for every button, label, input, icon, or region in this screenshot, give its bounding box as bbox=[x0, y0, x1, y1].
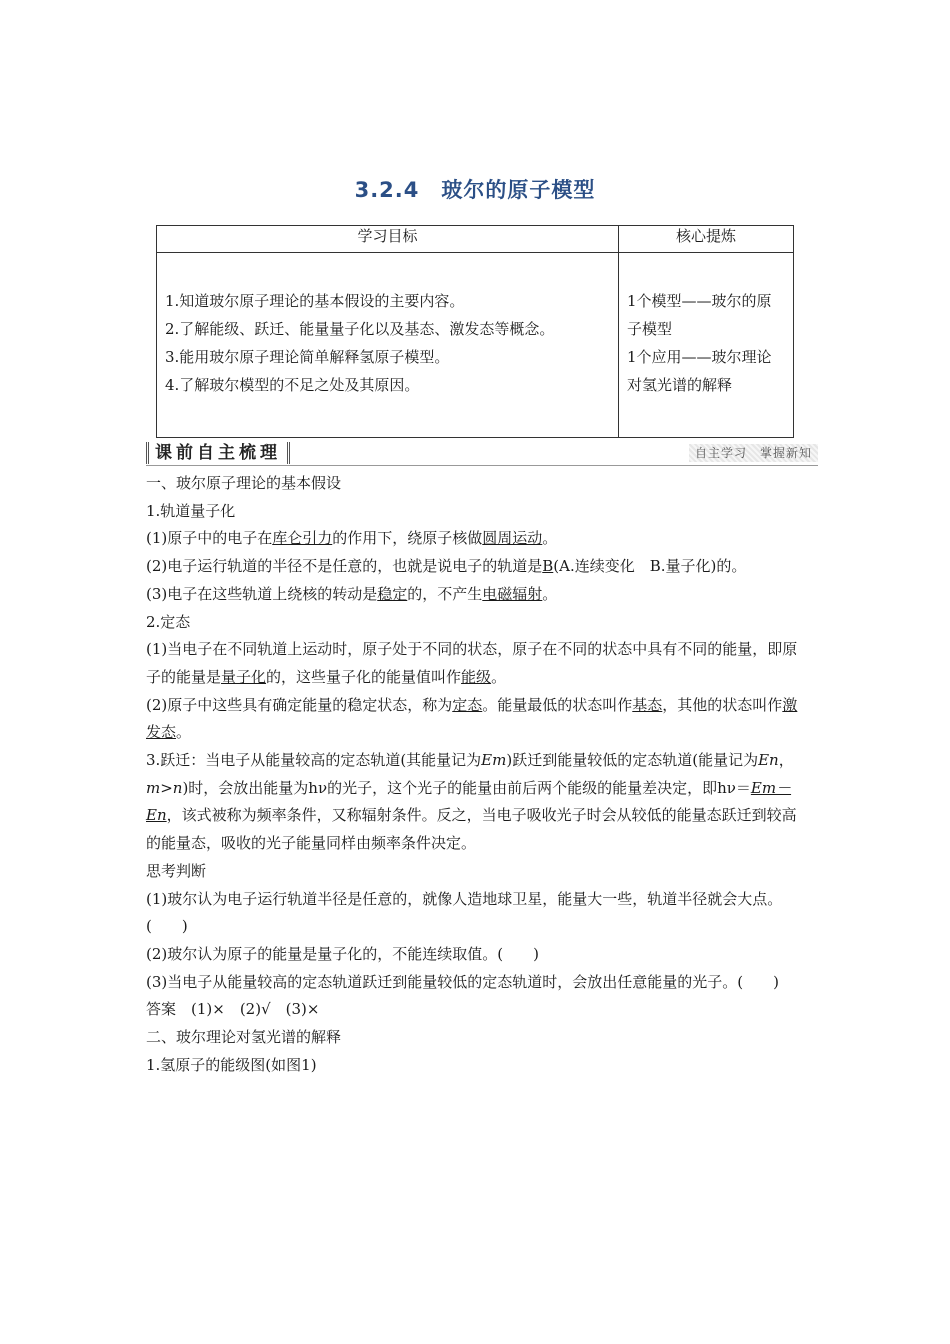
formula: Em bbox=[481, 751, 507, 770]
think-heading: 思考判断 bbox=[146, 861, 207, 880]
core-item: 1个应用——玻尔理论对氢光谱的解释 bbox=[627, 348, 772, 394]
fill-blank: Em－En bbox=[146, 778, 792, 825]
fill-blank: 量子化 bbox=[221, 667, 267, 686]
subheading-orbit-quantization: 1.轨道量子化 bbox=[146, 501, 236, 520]
body-text bbox=[146, 470, 810, 1079]
goal-item: 4.了解玻尔模型的不足之处及其原因。 bbox=[165, 376, 420, 394]
question: (3)当电子从能量较高的定态轨道跃迁到能量较低的定态轨道时，会放出任意能量的光子。( ) bbox=[146, 972, 779, 991]
fill-blank: 能级 bbox=[461, 667, 492, 686]
fill-blank: 稳定 bbox=[377, 584, 408, 603]
core-cell bbox=[619, 253, 794, 438]
goal-item: 2.了解能级、跃迁、能量量子化以及基态、激发态等概念。 bbox=[165, 320, 555, 338]
paragraph: (1)当电子在不同轨道上运动时，原子处于不同的状态，原子在不同的状态中具有不同的能量，即原子的能量是量子化的，这些量子化的能量值叫作能级。 bbox=[146, 640, 798, 686]
fill-blank: 库仑引力 bbox=[272, 529, 333, 548]
subheading-stationary-state: 2.定态 bbox=[146, 612, 191, 631]
section-label: 课前自主梳理 bbox=[146, 442, 290, 464]
fill-blank: 圆周运动 bbox=[482, 529, 543, 548]
page-title: 3.2.4 玻尔的原子模型 bbox=[354, 178, 596, 202]
section-bar bbox=[146, 441, 818, 466]
fill-blank: 激发态 bbox=[146, 695, 798, 742]
fill-blank: 定态 bbox=[452, 695, 483, 714]
heading-2: 二、玻尔理论对氢光谱的解释 bbox=[146, 1028, 342, 1047]
paragraph: (1)原子中的电子在库仑引力的作用下，绕原子核做圆周运动。 bbox=[146, 529, 558, 548]
question: (2)玻尔认为原子的能量是量子化的，不能连续取值。( ) bbox=[146, 944, 539, 963]
answer: 答案 (1)× (2)√ (3)× bbox=[146, 1000, 320, 1019]
section-tagline: 自主学习 掌握新知 bbox=[689, 444, 818, 462]
core-header: 核心提炼 bbox=[619, 226, 794, 253]
formula: m>n bbox=[146, 778, 183, 797]
objectives-table bbox=[156, 225, 794, 438]
fill-blank: 基态 bbox=[632, 695, 663, 714]
formula: En bbox=[758, 751, 779, 770]
question: (1)玻尔认为电子运行轨道半径是任意的，就像人造地球卫星，能量大一些，轨道半径就会大点。( ) bbox=[146, 889, 783, 936]
paragraph: (2)电子运行轨道的半径不是任意的，也就是说电子的轨道是B(A.连续变化 B.量子化)的。 bbox=[146, 557, 747, 576]
goals-cell bbox=[157, 253, 619, 438]
paragraph-transition: 3.跃迁：当电子从能量较高的定态轨道(其能量记为Em)跃迁到能量较低的定态轨道(能量记为En，m>n)时，会放出能量为hν的光子，这个光子的能量由前后两个能级的能量差决定，即hν＝Em－En，该式被称为频率条件，又称辐射条件。反之，当电子吸收光子时会从较低的能量态跃迁到较高的能量态，吸收的光子能量同样由频率条件决定。 bbox=[146, 751, 797, 853]
subheading-energy-levels: 1.氢原子的能级图(如图1) bbox=[146, 1055, 317, 1074]
core-item: 1个模型——玻尔的原子模型 bbox=[627, 292, 772, 338]
goal-item: 3.能用玻尔原子理论简单解释氢原子模型。 bbox=[165, 348, 450, 366]
fill-blank: 电磁辐射 bbox=[482, 584, 543, 603]
heading-1: 一、玻尔原子理论的基本假设 bbox=[146, 474, 342, 492]
paragraph: (3)电子在这些轨道上绕核的转动是稳定的，不产生电磁辐射。 bbox=[146, 584, 558, 603]
fill-blank: B bbox=[542, 557, 554, 576]
paragraph: (2)原子中这些具有确定能量的稳定状态，称为定态。能量最低的状态叫作基态，其他的状态叫作激发态。 bbox=[146, 695, 798, 742]
goal-item: 1.知道玻尔原子理论的基本假设的主要内容。 bbox=[165, 292, 465, 310]
goals-header: 学习目标 bbox=[157, 226, 619, 253]
